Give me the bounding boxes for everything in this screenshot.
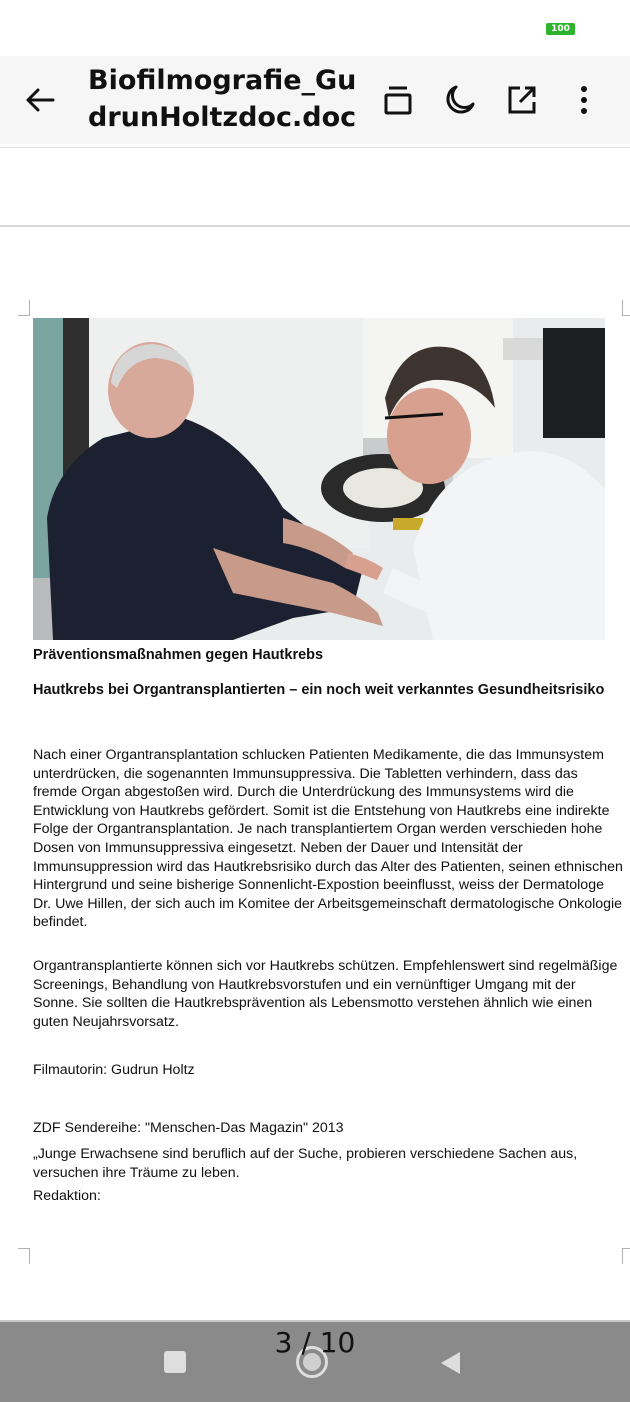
reflow-button[interactable] (376, 78, 420, 122)
article-subtitle: Hautkrebs bei Organtransplantierten – ein noch weit verkanntes Gesundheitsrisiko (33, 682, 605, 698)
document-photo (33, 318, 605, 640)
author-line: Filmautorin: Gudrun Holtz (33, 1062, 195, 1078)
open-external-icon (507, 85, 537, 115)
more-vert-icon (579, 85, 589, 115)
body-paragraph: Nach einer Organtransplantation schlucken Patienten Medikamente, die das Immunsystem unterdrücken, die sogenannten Immunsuppressiva. Die Tabletten verhindern, dass das fremde Organ abgestoßen wird. Durch die Unterdrückung des Immunsystems wird die Entwicklung von Hautkrebs gefördert. Somit ist die Entstehung von Hautkrebs eine indirekte Folge der Organtransplantation. Je nach transplantiertem Organ werden verschieden hohe Dosen von Immunsuppressiva eingesetzt. Neben der Dauer und Intensität der Immunsuppression wird das Hautkrebsrisiko durch das Alter des Patienten, seinen ethnischen Hintergrund und seine bisherige Sonnenlicht-Expostion beeinflusst, weiss der Dermatologe Dr. Uwe Hillen, der sich auch im Komitee der Arbeitsgemeinschaft dermatologische Onkologie befindet. (33, 747, 623, 931)
previous-page-edge (0, 225, 630, 227)
more-options-button[interactable] (562, 78, 606, 122)
back-triangle-icon[interactable] (438, 1350, 462, 1376)
battery-icon: 100 (546, 23, 575, 35)
body-paragraph: Organtransplantierte können sich vor Hautkrebs schützen. Empfehlenswert sind regelmäßige Screenings, Behandlung von Hautkrebsvorstufen und ein vernünftiger Umgang mit der Sonne. Sie sollten die Hautkrebsprävention als Lebensmotto verstehen ähnlich wie einen guten Neujahrsvorsatz. (33, 958, 618, 1030)
app-bar-divider (0, 147, 630, 148)
editorial-line: Redaktion: (33, 1188, 101, 1204)
quote-paragraph: „Junge Erwachsene sind beruflich auf der Suche, probieren verschiedene Sachen aus, versuchen ihre Träume zu leben. (33, 1146, 578, 1181)
page-indicator: 3 / 10 (274, 1326, 356, 1359)
image-caption: Präventionsmaßnahmen gegen Hautkrebs (33, 647, 324, 663)
status-bar (0, 0, 630, 56)
page-corner-mark (622, 1248, 630, 1264)
page-corner-mark (18, 1248, 30, 1264)
back-button[interactable] (18, 78, 62, 122)
page-corner-mark (18, 300, 30, 316)
night-mode-button[interactable] (438, 78, 482, 122)
back-arrow-icon (25, 87, 55, 113)
open-external-button[interactable] (500, 78, 544, 122)
document-title: Biofilmografie_GudrunHoltzdoc.doc (88, 65, 357, 133)
reflow-icon (383, 84, 413, 116)
recents-square-icon[interactable] (164, 1351, 186, 1373)
page-corner-mark (622, 300, 630, 316)
night-mode-icon (444, 84, 476, 116)
series-line: ZDF Sendereihe: "Menschen-Das Magazin" 2013 (33, 1120, 344, 1136)
